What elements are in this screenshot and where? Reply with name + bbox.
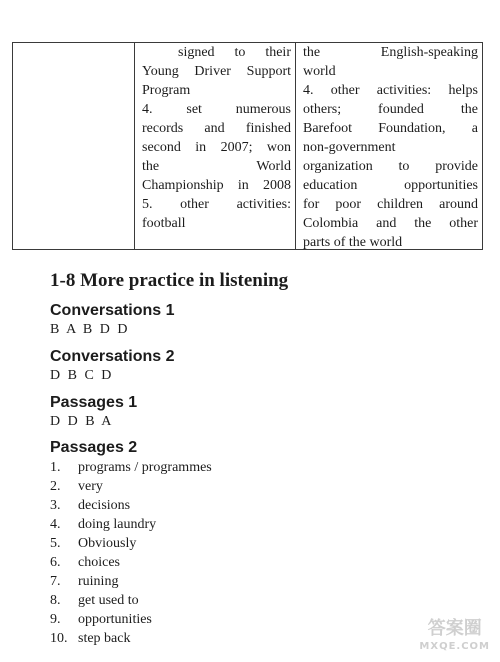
item-number: 2. <box>50 479 61 494</box>
watermark-url: MXQE.COM <box>419 641 490 652</box>
passages-1-block <box>50 393 137 431</box>
list-item <box>50 496 212 515</box>
cell-line: others; founded the <box>303 102 478 117</box>
item-number: 1. <box>50 460 61 475</box>
item-number: 6. <box>50 555 61 570</box>
item-text: decisions <box>78 498 131 513</box>
list-item <box>50 610 212 629</box>
list-item <box>50 534 212 553</box>
passages-2-list <box>50 458 212 648</box>
item-text: step back <box>78 631 131 646</box>
conversations-1-block <box>50 301 174 339</box>
table-cell-empty <box>13 43 135 250</box>
cell-line: Young Driver Support <box>142 64 291 79</box>
passages-1-heading: Passages 1 <box>50 394 138 411</box>
conversations-2-block <box>50 347 174 385</box>
passages-2-heading: Passages 2 <box>50 439 138 456</box>
passages-2-block <box>50 438 212 648</box>
cell-line: football <box>142 216 186 231</box>
list-item <box>50 591 212 610</box>
watermark-logo <box>419 620 490 656</box>
item-number: 10. <box>50 631 68 646</box>
list-item <box>50 572 212 591</box>
item-text: choices <box>78 555 120 570</box>
cell-line: 5. other activities: <box>142 197 291 212</box>
table-row <box>13 43 483 250</box>
cell-line: signed to their <box>178 45 291 60</box>
item-number: 8. <box>50 593 61 608</box>
table-cell-profile-1 <box>135 43 296 250</box>
cell-line: for poor children around <box>303 197 478 212</box>
item-text: get used to <box>78 593 139 608</box>
item-number: 5. <box>50 536 61 551</box>
cell-line: 4. set numerous <box>142 102 291 117</box>
cell-line: records and finished <box>142 121 291 136</box>
conversations-2-answers: D B C D <box>50 368 114 383</box>
passages-1-answers: D D B A <box>50 414 114 429</box>
cell-line: non-government <box>303 140 396 155</box>
cell-line: parts of the world <box>303 235 403 250</box>
item-text: Obviously <box>78 536 137 551</box>
watermark-text: 答案圈 <box>427 618 482 639</box>
list-item <box>50 553 212 572</box>
section-title: 1-8 More practice in listening <box>50 270 289 291</box>
cell-line: the English-speaking <box>303 45 478 60</box>
item-number: 9. <box>50 612 61 627</box>
cell-line: Championship in 2008 <box>142 178 291 193</box>
cell-line: second in 2007; won <box>142 140 291 155</box>
item-text: programs / programmes <box>78 460 212 475</box>
conversations-2-heading: Conversations 2 <box>50 348 175 365</box>
cell-line: education opportunities <box>303 178 478 193</box>
item-number: 3. <box>50 498 61 513</box>
item-text: opportunities <box>78 612 152 627</box>
cell-line: organization to provide <box>303 159 478 174</box>
item-text: ruining <box>78 574 119 589</box>
item-number: 7. <box>50 574 61 589</box>
item-text: doing laundry <box>78 517 157 532</box>
cell-line: Barefoot Foundation, a <box>303 121 478 136</box>
cell-line: world <box>303 64 336 79</box>
list-item <box>50 629 212 648</box>
conversations-1-heading: Conversations 1 <box>50 302 175 319</box>
answer-table <box>12 42 483 250</box>
item-text: very <box>78 479 103 494</box>
cell-line: 4. other activities: helps <box>303 83 478 98</box>
conversations-1-answers: B A B D D <box>50 322 130 337</box>
cell-line: Colombia and the other <box>303 216 478 231</box>
cell-line: Program <box>142 83 191 98</box>
table-cell-profile-2 <box>296 43 483 250</box>
list-item <box>50 458 212 477</box>
item-number: 4. <box>50 517 61 532</box>
list-item <box>50 515 212 534</box>
list-item <box>50 477 212 496</box>
cell-line: the World <box>142 159 291 174</box>
